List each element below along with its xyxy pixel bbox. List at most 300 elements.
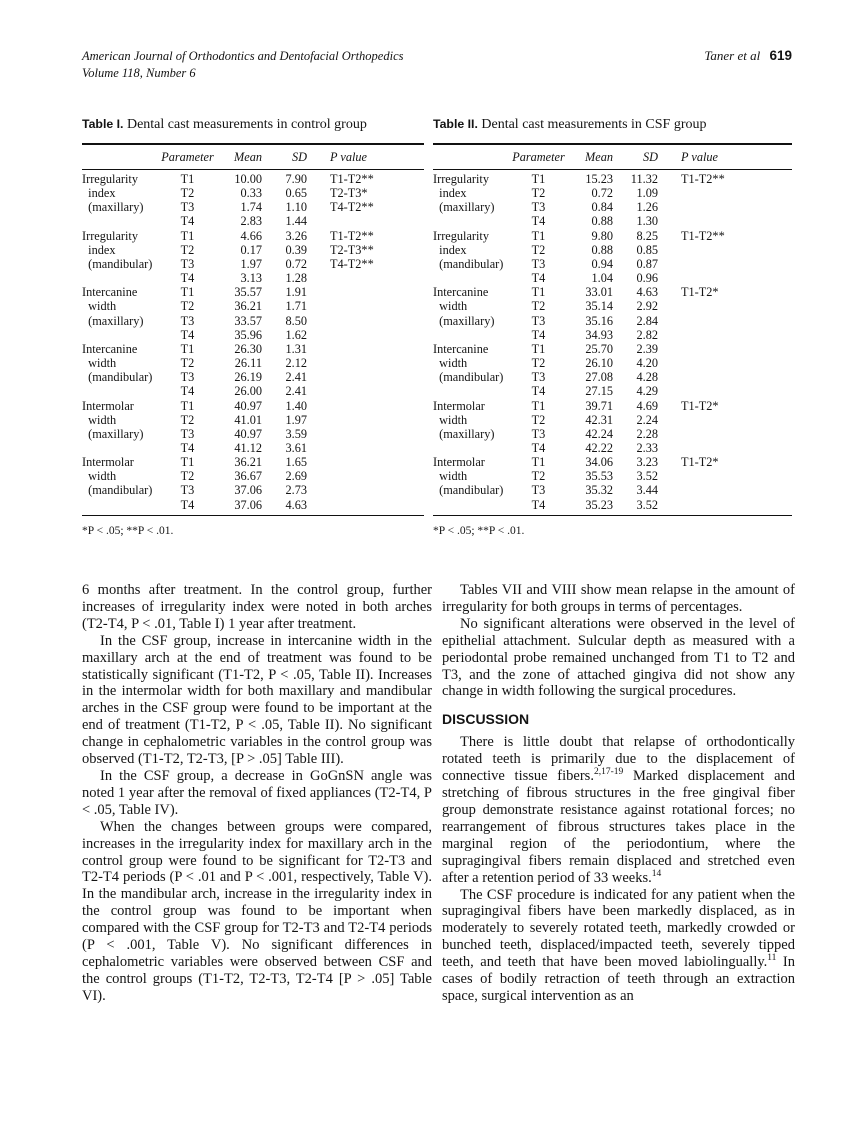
- table-row: [82, 214, 424, 228]
- table-row: [433, 328, 792, 342]
- table-cell: [307, 299, 424, 313]
- table-cell: 2.39: [636, 341, 658, 356]
- table-cell: [658, 243, 792, 257]
- table-cell: 11.32: [630, 172, 658, 186]
- table-row: [82, 271, 424, 285]
- table-row: [433, 243, 792, 257]
- table-cell: index: [433, 186, 467, 201]
- table-cell: [658, 469, 792, 483]
- table-caption: Dental cast measurements in control group: [123, 117, 367, 132]
- table-cell: T4: [531, 384, 546, 399]
- text-segment: In the CSF group, increase in intercanine width in the maxillary arch at the end of treatment was found to be statistically significant (T1-T2, P < .05, Table II). Increases in the intermolar width for both maxillary and mandibular arches in the CSF group were found to be important at the end of treatment (T1-T2, P < .05, Table II). No significant change in cephalometric variables in the control group was observed (T1-T2, T2-T3, [P > .05] Table III).: [82, 632, 432, 768]
- table-row: [433, 271, 792, 285]
- table-row: [82, 399, 424, 413]
- table-row: [433, 384, 792, 398]
- table-cell: 3.52: [636, 469, 658, 484]
- table-cell: 0.84: [591, 200, 613, 215]
- table-cell: Intercanine: [82, 285, 138, 300]
- table-cell: 1.04: [591, 271, 613, 286]
- table-cell: 2.82: [636, 327, 658, 342]
- table-cell: 10.00: [234, 172, 262, 186]
- text-segment: 6 months after treatment. In the control group, further increases of irregularity index were noted in both arches (T2-T4, P < .01, Table I) 1 year after treatment.: [82, 582, 432, 632]
- table-cell: T3: [531, 483, 546, 498]
- table-cell: 25.70: [585, 341, 613, 356]
- table-cell: [82, 328, 160, 342]
- table-row: [82, 243, 424, 257]
- table-cell: [658, 370, 792, 384]
- table-cell: 27.15: [585, 384, 613, 399]
- table-row: [82, 257, 424, 271]
- table-cell: 2.84: [636, 313, 658, 328]
- table-cell: 15.23: [585, 172, 613, 186]
- table-cell: [82, 271, 160, 285]
- table-row: [82, 413, 424, 427]
- paragraph: [442, 887, 795, 1005]
- table-cell: [307, 441, 424, 455]
- table-cell: [307, 399, 424, 413]
- table-row: [433, 299, 792, 313]
- table-cell: T1-T2**: [681, 172, 725, 186]
- page-number: 619: [769, 48, 792, 63]
- data-table: [433, 143, 792, 516]
- table-cell: T4: [531, 497, 546, 512]
- table-cell: 0.96: [636, 271, 658, 286]
- journal-info: [82, 48, 404, 82]
- table-row: [433, 399, 792, 413]
- table-cell: 0.39: [285, 242, 307, 257]
- table-cell: Intercanine: [433, 341, 489, 356]
- column-header: Mean: [585, 150, 613, 164]
- table-cell: T3: [531, 313, 546, 328]
- authors: Taner et al: [704, 48, 761, 63]
- column-header: Parameter: [161, 150, 214, 164]
- table-cell: [658, 200, 792, 214]
- table-row: [82, 356, 424, 370]
- table-cell: T1-T2**: [330, 228, 374, 243]
- table-cell: [433, 498, 511, 512]
- table-cell: width: [433, 356, 468, 371]
- table-cell: T4: [531, 214, 546, 229]
- table-body: [82, 170, 424, 515]
- table-cell: 39.71: [585, 398, 613, 413]
- table-cell: T1: [180, 172, 195, 186]
- table-cell: width: [82, 356, 117, 371]
- paragraph: [82, 768, 432, 819]
- table-cell: 1.40: [285, 398, 307, 413]
- table-cell: 36.67: [234, 469, 262, 484]
- table-cell: width: [433, 412, 468, 427]
- table-cell: Intercanine: [82, 341, 138, 356]
- table-cell: (mandibular): [433, 256, 504, 271]
- table-cell: 2.92: [636, 299, 658, 314]
- table-cell: T4: [180, 440, 195, 455]
- text-segment: In cases of bodily retraction of teeth through an extraction space, surgical intervention as an: [442, 954, 795, 1004]
- table-cell: [658, 214, 792, 228]
- table-cell: T1: [531, 285, 546, 300]
- table-cell: (maxillary): [82, 200, 144, 215]
- table-cell: 40.97: [234, 398, 262, 413]
- table-row: [82, 342, 424, 356]
- table-cell: 35.57: [234, 285, 262, 300]
- table-header-row: [82, 145, 424, 170]
- table-cell: 0.65: [285, 186, 307, 201]
- table-cell: T2: [180, 242, 195, 257]
- table-cell: 34.93: [585, 327, 613, 342]
- table-cell: 42.22: [585, 440, 613, 455]
- table-cell: 4.28: [636, 370, 658, 385]
- table-cell: T2-T3*: [330, 186, 368, 201]
- table-row: [82, 186, 424, 200]
- table-cell: T4: [531, 327, 546, 342]
- table-cell: [307, 285, 424, 299]
- table-row: [82, 328, 424, 342]
- table-cell: T3: [531, 256, 546, 271]
- table-cell: T3: [180, 426, 195, 441]
- table-cell: width: [433, 469, 468, 484]
- table-cell: 35.23: [585, 497, 613, 512]
- text-segment: No significant alterations were observed in the level of epithelial attachment. Sulcular depth as measured with a periodontal probe remained unchanged from T1 to T2 and T3, and the zone of attached gingiva did not show any change in width following the surgical procedures.: [442, 615, 795, 700]
- table-cell: 9.80: [591, 228, 613, 243]
- table-cell: T4: [180, 497, 195, 512]
- table-cell: [307, 271, 424, 285]
- running-head: [82, 48, 792, 82]
- table-cell: [82, 441, 160, 455]
- table-cell: [658, 427, 792, 441]
- table-cell: T3: [180, 200, 195, 215]
- table-row: [433, 342, 792, 356]
- table-cell: [307, 356, 424, 370]
- table-cell: 3.26: [285, 228, 307, 243]
- table-row: [82, 285, 424, 299]
- table-cell: (maxillary): [433, 426, 495, 441]
- table-cell: [307, 214, 424, 228]
- table-cell: T1: [531, 228, 546, 243]
- table-cell: 2.28: [636, 426, 658, 441]
- table-cell: [82, 384, 160, 398]
- table-cell: 35.32: [585, 483, 613, 498]
- table-cell: T1-T2*: [681, 455, 719, 470]
- table-cell: 1.91: [285, 285, 307, 300]
- table-cell: 4.20: [636, 356, 658, 371]
- table-row: [433, 427, 792, 441]
- table-cell: 35.16: [585, 313, 613, 328]
- table-cell: 0.94: [591, 256, 613, 271]
- table-cell: T2: [531, 356, 546, 371]
- table-row: [82, 314, 424, 328]
- table-cell: 33.57: [234, 313, 262, 328]
- table-row: [433, 356, 792, 370]
- table-title: [433, 116, 792, 133]
- table-cell: [658, 384, 792, 398]
- table-cell: Intermolar: [82, 398, 134, 413]
- table-cell: T4-T2**: [330, 256, 374, 271]
- table-cell: 2.83: [240, 214, 262, 229]
- table-row: [433, 370, 792, 384]
- table-cell: [307, 384, 424, 398]
- table-cell: 0.88: [591, 242, 613, 257]
- table-cell: T3: [180, 483, 195, 498]
- table-row: [82, 483, 424, 497]
- table-cell: [433, 328, 511, 342]
- table-cell: 1.97: [285, 412, 307, 427]
- table-cell: T4: [531, 440, 546, 455]
- table-cell: (mandibular): [433, 370, 504, 385]
- reference-superscript: 11: [767, 953, 777, 964]
- table-cell: Irregularity: [82, 228, 138, 243]
- table-cell: 0.88: [591, 214, 613, 229]
- table-row: [82, 370, 424, 384]
- body-column-left: [82, 582, 432, 1005]
- table-cell: 42.24: [585, 426, 613, 441]
- author-page-info: [704, 48, 792, 64]
- table-cell: T1-T2**: [681, 228, 725, 243]
- table-cell: 0.87: [636, 256, 658, 271]
- table-cell: 40.97: [234, 426, 262, 441]
- table-cell: T2: [531, 412, 546, 427]
- table-cell: 0.85: [636, 242, 658, 257]
- table-cell: 3.61: [285, 440, 307, 455]
- column-header: P value: [681, 150, 718, 164]
- paragraph: [442, 734, 795, 886]
- table-cell: [433, 271, 511, 285]
- paragraph: [82, 633, 432, 768]
- table-cell: T2-T3**: [330, 242, 374, 257]
- table-cell: 35.53: [585, 469, 613, 484]
- table-cell: [433, 214, 511, 228]
- table-row: [82, 229, 424, 243]
- table-cell: T2: [180, 469, 195, 484]
- table-cell: 8.25: [636, 228, 658, 243]
- table-row: [82, 172, 424, 186]
- table-cell: [307, 455, 424, 469]
- table-cell: 2.33: [636, 440, 658, 455]
- table-cell: 27.08: [585, 370, 613, 385]
- table-cell: [82, 498, 160, 512]
- table-cell: T1: [531, 398, 546, 413]
- table-cell: Irregularity: [433, 172, 489, 186]
- table-row: [433, 498, 792, 512]
- table-cell: [433, 384, 511, 398]
- table-cell: 37.06: [234, 497, 262, 512]
- table-cell: Intermolar: [433, 455, 485, 470]
- table-cell: T1-T2*: [681, 285, 719, 300]
- body-columns: [82, 582, 795, 1005]
- table-cell: 0.72: [285, 256, 307, 271]
- table-cell: 2.12: [285, 356, 307, 371]
- table-cell: 1.30: [636, 214, 658, 229]
- text-segment: There is little doubt that relapse of orthodontically rotated teeth is primarily due to the displacement of connective tissue fibers.: [442, 734, 795, 785]
- column-header: P value: [330, 150, 367, 164]
- table-cell: T2: [531, 186, 546, 201]
- paragraph: [442, 616, 795, 701]
- table-cell: T2: [180, 186, 195, 201]
- table-row: [433, 455, 792, 469]
- text-segment: The CSF procedure is indicated for any patient when the supragingival fibers have been markedly displaced, as in moderately to severely rotated teeth, markedly crowded or bunched teeth, displaced/impacted teeth, severely tipped teeth, and teeth that have been moved labiolingually.: [442, 886, 795, 971]
- table-cell: [658, 186, 792, 200]
- section-heading: DISCUSSION: [442, 711, 530, 728]
- table-cell: 0.33: [240, 186, 262, 201]
- journal-volume: Volume 118, Number 6: [82, 66, 196, 80]
- table-row: [433, 214, 792, 228]
- table-row: [82, 427, 424, 441]
- table-cell: 36.21: [234, 455, 262, 470]
- table-cell: T1: [531, 455, 546, 470]
- tables-section: [82, 116, 792, 537]
- table-cell: T4: [180, 271, 195, 286]
- table-cell: Intercanine: [433, 285, 489, 300]
- table-cell: 41.12: [234, 440, 262, 455]
- column-header: SD: [642, 150, 658, 164]
- table-cell: (mandibular): [82, 256, 153, 271]
- table-caption: Dental cast measurements in CSF group: [477, 117, 707, 132]
- table-row: [433, 285, 792, 299]
- table-row: [82, 299, 424, 313]
- table-cell: 1.31: [285, 341, 307, 356]
- table-cell: [658, 328, 792, 342]
- table-cell: [433, 441, 511, 455]
- table-cell: 35.96: [234, 327, 262, 342]
- table-cell: T1: [180, 285, 195, 300]
- table-cell: 37.06: [234, 483, 262, 498]
- table-cell: [307, 342, 424, 356]
- table-cell: 1.44: [285, 214, 307, 229]
- text-segment: In the CSF group, a decrease in GoGnSN angle was noted 1 year after the removal of fixed appliances (T2-T4, P < .05, Table IV).: [82, 767, 432, 818]
- table-cell: T1: [531, 341, 546, 356]
- table-cell: index: [433, 242, 467, 257]
- table-cell: T1-T2*: [681, 398, 719, 413]
- table-label: Table II.: [433, 117, 478, 131]
- table-cell: T1-T2**: [330, 172, 374, 186]
- column-spacer: [433, 151, 511, 164]
- table-cell: T2: [180, 356, 195, 371]
- table-cell: [658, 299, 792, 313]
- table-cell: 26.00: [234, 384, 262, 399]
- table-cell: 4.63: [285, 497, 307, 512]
- table-cell: [658, 271, 792, 285]
- table-cell: 1.26: [636, 200, 658, 215]
- table-row: [433, 314, 792, 328]
- table-row: [82, 469, 424, 483]
- table-cell: 2.41: [285, 384, 307, 399]
- table-cell: 26.19: [234, 370, 262, 385]
- table-cell: 2.24: [636, 412, 658, 427]
- table-row: [82, 384, 424, 398]
- table-cell: T3: [180, 313, 195, 328]
- table-cell: width: [433, 299, 468, 314]
- table-cell: 1.74: [240, 200, 262, 215]
- table-cell: index: [82, 242, 116, 257]
- table-cell: 4.66: [240, 228, 262, 243]
- table-cell: 33.01: [585, 285, 613, 300]
- table-cell: 4.63: [636, 285, 658, 300]
- paragraph: [442, 582, 795, 616]
- table-row: [433, 186, 792, 200]
- table-cell: T3: [180, 256, 195, 271]
- table-row: [433, 172, 792, 186]
- table-cell: (maxillary): [82, 313, 144, 328]
- table-cell: T2: [531, 469, 546, 484]
- table-row: [82, 455, 424, 469]
- table-row: [433, 229, 792, 243]
- table-cell: (mandibular): [82, 483, 153, 498]
- table-row: [433, 441, 792, 455]
- table-cell: 1.71: [285, 299, 307, 314]
- table-cell: (maxillary): [433, 313, 495, 328]
- table-body: [433, 170, 792, 515]
- table-cell: [658, 257, 792, 271]
- table-2-block: [433, 116, 792, 537]
- table-cell: 1.65: [285, 455, 307, 470]
- table-cell: 36.21: [234, 299, 262, 314]
- table-cell: [307, 469, 424, 483]
- table-header-row: [433, 145, 792, 170]
- table-cell: width: [82, 469, 117, 484]
- paragraph: [82, 582, 432, 633]
- table-cell: [82, 214, 160, 228]
- table-cell: width: [82, 412, 117, 427]
- table-cell: T4: [180, 384, 195, 399]
- table-cell: 3.44: [636, 483, 658, 498]
- table-cell: [307, 483, 424, 497]
- table-cell: 0.72: [591, 186, 613, 201]
- table-footnote: *P < .05; **P < .01.: [433, 524, 525, 537]
- table-cell: [658, 356, 792, 370]
- table-cell: 3.52: [636, 497, 658, 512]
- table-title: [82, 116, 424, 133]
- table-cell: T4: [531, 271, 546, 286]
- table-cell: (maxillary): [82, 426, 144, 441]
- table-cell: index: [82, 186, 116, 201]
- table-row: [433, 469, 792, 483]
- table-cell: T3: [531, 426, 546, 441]
- column-spacer: [82, 151, 160, 164]
- column-header: Mean: [234, 150, 262, 164]
- table-cell: T3: [531, 370, 546, 385]
- table-cell: [307, 314, 424, 328]
- column-header: SD: [291, 150, 307, 164]
- table-cell: T1: [180, 228, 195, 243]
- table-label: Table I.: [82, 117, 124, 131]
- table-cell: 1.28: [285, 271, 307, 286]
- reference-superscript: 2,17-19: [593, 767, 624, 778]
- table-cell: Irregularity: [433, 228, 489, 243]
- table-cell: 4.29: [636, 384, 658, 399]
- table-cell: T4-T2**: [330, 200, 374, 215]
- table-cell: 1.62: [285, 327, 307, 342]
- table-cell: T3: [531, 200, 546, 215]
- table-cell: width: [82, 299, 117, 314]
- table-footnote: *P < .05; **P < .01.: [82, 524, 174, 537]
- table-cell: [307, 413, 424, 427]
- body-column-right: [442, 582, 795, 1005]
- table-cell: T1: [180, 455, 195, 470]
- table-cell: Intermolar: [82, 455, 134, 470]
- text-segment: When the changes between groups were compared, increases in the irregularity index for maxillary arch in the control group were found to be significant for T2-T3 and T2-T4 periods (P < .01 and P < .001, respectively, Table V). In the mandibular arch, increase in the irregularity index in the control group was found to be important when compared with the CSF group for T2-T3 and T2-T4 periods (P < .001, Table V). No significant differences in cephalometric variables were observed between CSF and the control groups (T1-T2, T2-T3, T2-T4 [P > .05] Table VI).: [82, 818, 432, 1004]
- table-cell: 8.50: [285, 313, 307, 328]
- table-row: [433, 200, 792, 214]
- paragraph: [82, 819, 432, 1005]
- table-cell: 7.90: [285, 172, 307, 186]
- table-cell: 1.10: [285, 200, 307, 215]
- table-cell: Intermolar: [433, 398, 485, 413]
- data-table: [82, 143, 424, 516]
- table-cell: T4: [180, 327, 195, 342]
- table-cell: 26.10: [585, 356, 613, 371]
- table-cell: [658, 483, 792, 497]
- table-row: [433, 413, 792, 427]
- table-cell: [307, 328, 424, 342]
- table-row: [82, 441, 424, 455]
